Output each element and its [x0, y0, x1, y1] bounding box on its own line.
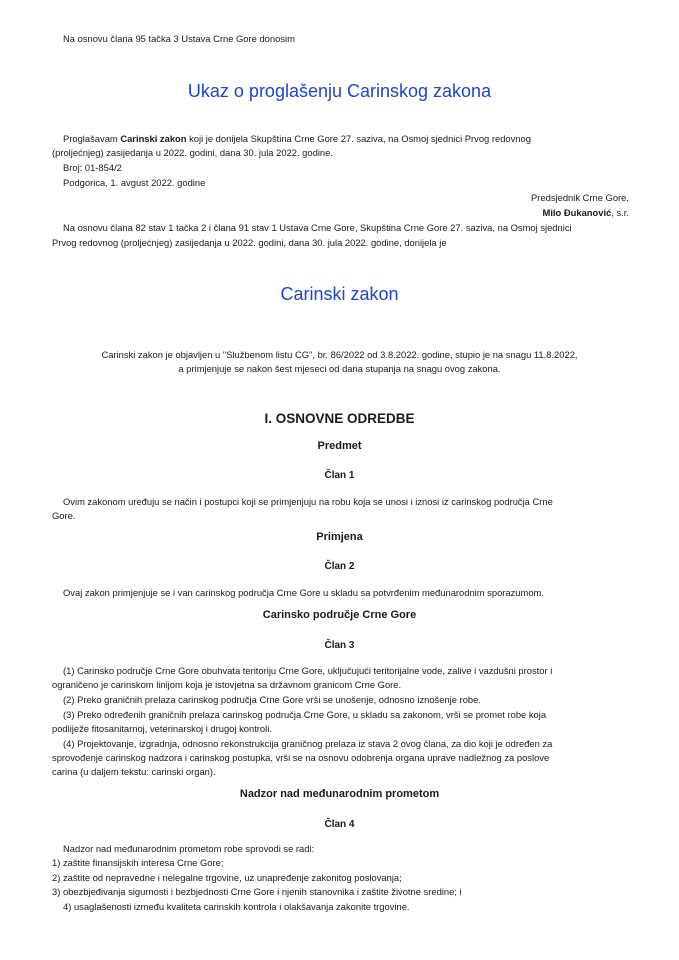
clan-3-p2: (2) Preko graničnih prelaza carinskog područja Crne Gore vrši se unošenje, odnosno iznošenje robe. — [63, 694, 481, 705]
clan-3-p4-line1: (4) Projektovanje, izgradnja, odnosno rekonstrukcija graničnog prelaza iz stava 2 ovog člana, za dio koji je određen za — [63, 738, 553, 749]
section-heading-primjena: Primjena — [316, 531, 363, 543]
section-heading-nadzor: Nadzor nad međunarodnim prometom — [239, 788, 440, 800]
clan-3-p1-line1: (1) Carinsko područje Crne Gore obuhvata teritoriju Crne Gore, uključujući teritorijalne vode, zalive i vazdušni prostor i — [63, 665, 553, 676]
adoption-line1: Na osnovu člana 82 stav 1 tačka 2 i člana 91 stav 1 Ustava Crne Gore, Skupština Crne Gore 27. saziva, na Osmoj sjednici — [63, 222, 572, 233]
clan-3-p3-line2: podliježe fitosanitarnoj, veterinarskoj i drugoj kontroli. — [52, 723, 272, 734]
clan-1-line1: Ovim zakonom uređuju se način i postupci koji se primjenjuju na robu koja se unosi i iznosi iz carinskog područja Crne — [63, 496, 553, 507]
list-item: 4) usaglašenosti između kvaliteta carinskih kontrola i olakšavanja zakonite trgovine. — [63, 901, 410, 912]
list-item: 3) obezbjeđivanja sigurnosti i bezbjednosti Crne Gore i njenih stanovnika i zaštite životne sredine; i — [52, 886, 462, 897]
clan-3-p4-line2: sprovođenje carinskog nadzora i carinskog postupka, vrši se na osnovu odobrenja organa uprave nadležnog za poslove — [52, 752, 550, 763]
chapter-heading: I. OSNOVNE ODREDBE — [264, 411, 415, 426]
clan-2-line1: Ovaj zakon primjenjuje se i van carinskog područja Crne Gore u skladu sa potvrđenim međunarodnim sporazumom. — [63, 587, 544, 598]
ukaz-text-before: Proglašavam — [63, 133, 121, 144]
publication-line2: a primjenjuje se nakon šest mjeseci od dana stupanja na snagu ovog zakona. — [178, 363, 501, 374]
ukaz-title: Ukaz o proglašenju Carinskog zakona — [187, 81, 492, 101]
ukaz-broj: Broj: 01-854/2 — [63, 162, 122, 173]
president-signature — [400, 206, 629, 219]
section-heading-predmet: Predmet — [317, 440, 362, 452]
president-title: Predsjednik Crne Gore, — [531, 192, 629, 203]
president-suffix: , s.r. — [611, 207, 629, 218]
clan-3-p4-line3: carina (u daljem tekstu: carinski organ). — [52, 766, 216, 777]
ukaz-law-name: Carinski zakon — [120, 133, 187, 144]
ukaz-paragraph-line1 — [63, 132, 629, 145]
ukaz-text-after: koji je donijela Skupština Crne Gore 27. saziva, na Osmoj sjednici Prvog redovnog — [186, 133, 531, 144]
law-title: Carinski zakon — [280, 284, 399, 304]
list-item: 2) zaštite od nepravedne i nelegalne trgovine, uz unapređenje zakonitog poslovanja; — [52, 872, 402, 883]
clan-4-heading: Član 4 — [324, 819, 355, 830]
section-heading-podrucje: Carinsko područje Crne Gore — [262, 609, 417, 621]
clan-3-p3-line1: (3) Preko određenih graničnih prelaza carinskog područja Crne Gore, u skladu sa zakonom, vrši se promet robe koja — [63, 709, 547, 720]
preamble-text: Na osnovu člana 95 tačka 3 Ustava Crne Gore donosim — [63, 33, 295, 44]
clan-1-heading: Član 1 — [324, 470, 355, 481]
clan-2-heading: Član 2 — [324, 561, 355, 572]
adoption-line2: Prvog redovnog (proljećnjeg) zasijedanja u 2022. godini, dana 30. jula 2022. godine, donijela je — [52, 237, 447, 248]
list-item: 1) zaštite finansijskih interesa Crne Gore; — [52, 857, 224, 868]
ukaz-paragraph-line2: (proljećnjeg) zasijedanja u 2022. godini, dana 30. jula 2022. godine. — [52, 147, 333, 158]
clan-4-intro: Nadzor nad međunarodnim prometom robe sprovodi se radi: — [63, 843, 315, 854]
president-name: Milo Đukanović — [542, 207, 612, 218]
clan-1-line2: Gore. — [52, 510, 76, 521]
clan-3-heading: Član 3 — [324, 640, 355, 651]
clan-3-p1-line2: ograničeno je carinskom linijom koja je istovjetna sa državnom granicom Crne Gore. — [52, 679, 402, 690]
ukaz-place-date: Podgorica, 1. avgust 2022. godine — [63, 177, 206, 188]
publication-line1: Carinski zakon je objavljen u "Službenom listu CG", br. 86/2022 od 3.8.2022. godine, stupio je na snagu 11.8.2022, — [101, 349, 578, 360]
